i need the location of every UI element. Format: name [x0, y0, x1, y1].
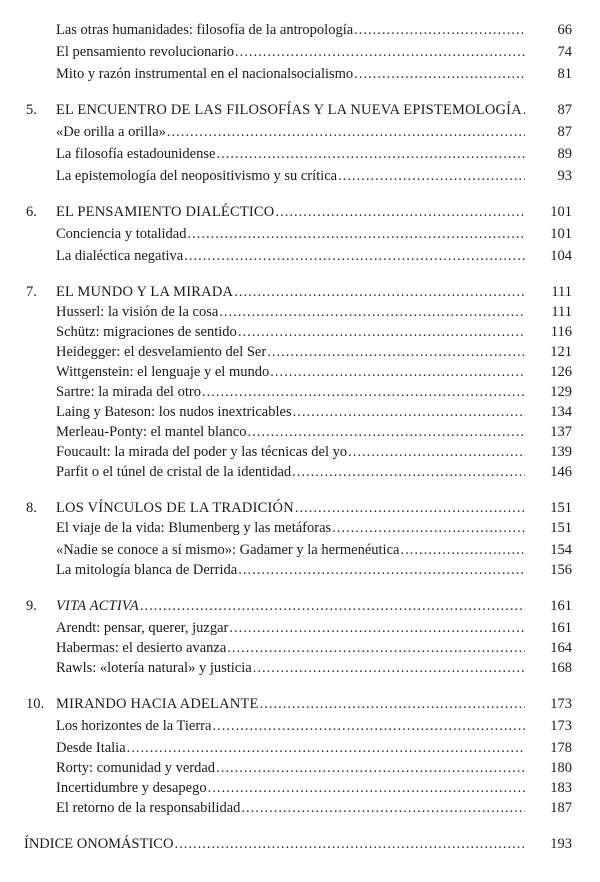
toc-section-entry	[0, 540, 600, 560]
dot-leader	[523, 100, 525, 120]
dot-leader	[238, 322, 525, 342]
entry-title: Laing y Bateson: los nudos inextricables	[56, 404, 292, 420]
page-number: 173	[550, 696, 572, 712]
entry-title-wrap	[56, 20, 526, 40]
entry-title-wrap	[24, 834, 526, 854]
toc-section-entry	[0, 638, 600, 658]
entry-title: «Nadie se conoce a sí mismo»: Gadamer y la hermenéutica	[56, 542, 400, 558]
chapter-number: 9.	[26, 598, 37, 614]
entry-title-wrap	[56, 758, 526, 778]
page-number: 178	[550, 740, 572, 756]
page-number: 87	[557, 124, 572, 140]
entry-title-wrap	[56, 322, 526, 342]
toc-section-entry	[0, 20, 600, 40]
chapter-number: 5.	[26, 102, 37, 118]
toc-section-entry	[0, 144, 600, 164]
entry-title: Habermas: el desierto avanza	[56, 640, 227, 656]
entry-title-wrap	[56, 596, 526, 616]
entry-title-wrap	[56, 638, 526, 658]
entry-title: Parfit o el túnel de cristal de la identidad	[56, 464, 292, 480]
entry-title: Husserl: la visión de la cosa	[56, 304, 219, 320]
entry-title: Incertidumbre y desapego	[56, 780, 207, 796]
entry-title-wrap	[56, 560, 526, 580]
page-number: 139	[550, 444, 572, 460]
dot-leader	[187, 224, 525, 244]
entry-title-wrap	[56, 342, 526, 362]
page-number: 161	[550, 598, 572, 614]
toc-section-entry	[0, 518, 600, 538]
toc-section-entry	[0, 302, 600, 322]
toc-section-entry	[0, 462, 600, 482]
toc-section-entry	[0, 758, 600, 778]
page-number: 101	[550, 204, 572, 220]
page-number: 173	[550, 718, 572, 734]
toc-chapter-entry	[0, 100, 600, 120]
toc-chapter-entry	[0, 694, 600, 714]
page-number: 156	[550, 562, 572, 578]
entry-title: El pensamiento revolucionario	[56, 44, 234, 60]
entry-title-wrap	[56, 518, 526, 538]
entry-title: EL PENSAMIENTO DIALÉCTICO	[56, 204, 275, 220]
page-number: 87	[557, 102, 572, 118]
toc-chapter-entry	[0, 282, 600, 302]
dot-leader	[253, 658, 525, 678]
entry-title: «De orilla a orilla»	[56, 124, 166, 140]
entry-title-wrap	[56, 442, 526, 462]
page-number: 161	[550, 620, 572, 636]
toc-section-entry	[0, 560, 600, 580]
page-number: 121	[550, 344, 572, 360]
entry-title: ÍNDICE ONOMÁSTICO	[24, 836, 174, 852]
dot-leader	[295, 498, 525, 518]
dot-leader	[202, 382, 525, 402]
entry-title: Merleau-Ponty: el mantel blanco	[56, 424, 247, 440]
entry-title: Los horizontes de la Tierra	[56, 718, 212, 734]
entry-title-wrap	[56, 64, 526, 84]
entry-title: Heidegger: el desvelamiento del Ser	[56, 344, 267, 360]
dot-leader	[354, 20, 525, 40]
page-number: 154	[550, 542, 572, 558]
toc-section-entry	[0, 42, 600, 62]
entry-title: Las otras humanidades: filosofía de la antropología	[56, 22, 354, 38]
entry-title-wrap	[56, 246, 526, 266]
toc-section-entry	[0, 658, 600, 678]
entry-title-wrap	[56, 694, 526, 714]
toc-section-entry	[0, 716, 600, 736]
page-number: 193	[550, 836, 572, 852]
entry-title: Mito y razón instrumental en el nacionalsocialismo	[56, 66, 354, 82]
entry-title-wrap	[56, 122, 526, 142]
dot-leader	[260, 694, 525, 714]
toc-section-entry	[0, 778, 600, 798]
page-number: 151	[550, 520, 572, 536]
toc-section-entry	[0, 122, 600, 142]
chapter-number: 10.	[26, 696, 45, 712]
page-number: 164	[550, 640, 572, 656]
dot-leader	[167, 122, 525, 142]
dot-leader	[174, 834, 525, 854]
entry-title: EL MUNDO Y LA MIRADA	[56, 284, 234, 300]
entry-title-wrap	[56, 716, 526, 736]
dot-leader	[332, 518, 525, 538]
entry-title-wrap	[56, 462, 526, 482]
entry-title: Sartre: la mirada del otro	[56, 384, 201, 400]
page-number: 134	[550, 404, 572, 420]
entry-title: LOS VÍNCULOS DE LA TRADICIÓN	[56, 500, 294, 516]
entry-title-wrap	[56, 738, 526, 758]
toc-chapter-entry	[0, 596, 600, 616]
toc-section-entry	[0, 166, 600, 186]
page-number: 81	[557, 66, 572, 82]
entry-title-wrap	[56, 100, 526, 120]
entry-title-wrap	[56, 618, 526, 638]
toc-section-entry	[0, 224, 600, 244]
page-number: 104	[550, 248, 572, 264]
dot-leader	[227, 638, 525, 658]
chapter-number: 7.	[26, 284, 37, 300]
dot-leader	[216, 144, 525, 164]
page-number: 89	[557, 146, 572, 162]
toc-section-entry	[0, 422, 600, 442]
entry-title-wrap	[56, 658, 526, 678]
entry-title-wrap	[56, 422, 526, 442]
entry-title-wrap	[56, 778, 526, 798]
toc-section-entry	[0, 382, 600, 402]
page-number: 116	[550, 324, 572, 340]
entry-title-wrap	[56, 42, 526, 62]
entry-title: Schütz: migraciones de sentido	[56, 324, 237, 340]
page-number: 187	[550, 800, 572, 816]
page-number: 151	[550, 500, 572, 516]
dot-leader	[229, 618, 525, 638]
entry-title-wrap	[56, 798, 526, 818]
dot-leader	[140, 596, 525, 616]
toc-section-entry	[0, 322, 600, 342]
entry-title: Desde Italia	[56, 740, 126, 756]
toc-section-entry	[0, 798, 600, 818]
entry-title-wrap	[56, 144, 526, 164]
toc-section-entry	[0, 402, 600, 422]
entry-title: MIRANDO HACIA ADELANTE	[56, 696, 259, 712]
entry-title-wrap	[56, 224, 526, 244]
dot-leader	[234, 282, 525, 302]
dot-leader	[238, 560, 525, 580]
entry-title: Arendt: pensar, querer, juzgar	[56, 620, 229, 636]
dot-leader	[270, 362, 525, 382]
dot-leader	[247, 422, 525, 442]
entry-title: Rorty: comunidad y verdad	[56, 760, 216, 776]
entry-title: Rawls: «lotería natural» y justicia	[56, 660, 252, 676]
entry-title: El retorno de la responsabilidad	[56, 800, 241, 816]
toc-section-entry	[0, 618, 600, 638]
page-number: 183	[550, 780, 572, 796]
page-number: 101	[550, 226, 572, 242]
entry-title-wrap	[56, 302, 526, 322]
toc-section-entry	[0, 342, 600, 362]
dot-leader	[354, 64, 525, 84]
page-number: 111	[551, 284, 572, 300]
page-number: 168	[550, 660, 572, 676]
page-number: 146	[550, 464, 572, 480]
chapter-number: 6.	[26, 204, 37, 220]
dot-leader	[275, 202, 525, 222]
toc-index-entry	[0, 834, 600, 854]
toc-section-entry	[0, 362, 600, 382]
entry-title-wrap	[56, 402, 526, 422]
entry-title: La dialéctica negativa	[56, 248, 184, 264]
page-number: 126	[550, 364, 572, 380]
entry-title-wrap	[56, 362, 526, 382]
toc-section-entry	[0, 738, 600, 758]
dot-leader	[208, 778, 525, 798]
dot-leader	[184, 246, 525, 266]
toc-section-entry	[0, 64, 600, 84]
page-number: 129	[550, 384, 572, 400]
dot-leader	[241, 798, 525, 818]
toc-chapter-entry	[0, 498, 600, 518]
entry-title: Wittgenstein: el lenguaje y el mundo	[56, 364, 270, 380]
entry-title: La mitología blanca de Derrida	[56, 562, 238, 578]
page-number: 74	[557, 44, 572, 60]
entry-title: La epistemología del neopositivismo y su crítica	[56, 168, 338, 184]
dot-leader	[235, 42, 525, 62]
entry-title-wrap	[56, 166, 526, 186]
page-number: 93	[557, 168, 572, 184]
entry-title-wrap	[56, 282, 526, 302]
entry-title: Conciencia y totalidad	[56, 226, 187, 242]
dot-leader	[348, 442, 525, 462]
entry-title: El viaje de la vida: Blumenberg y las metáforas	[56, 520, 332, 536]
page-number: 66	[557, 22, 572, 38]
entry-title-wrap	[56, 498, 526, 518]
chapter-number: 8.	[26, 500, 37, 516]
page-number: 180	[550, 760, 572, 776]
dot-leader	[292, 462, 525, 482]
entry-title-wrap	[56, 540, 526, 560]
entry-title-wrap	[56, 202, 526, 222]
entry-title-wrap	[56, 382, 526, 402]
dot-leader	[212, 716, 525, 736]
entry-title: VITA ACTIVA	[56, 598, 139, 614]
dot-leader	[216, 758, 525, 778]
dot-leader	[127, 738, 525, 758]
dot-leader	[267, 342, 525, 362]
entry-title: Foucault: la mirada del poder y las técnicas del yo	[56, 444, 348, 460]
entry-title: La filosofía estadounidense	[56, 146, 216, 162]
dot-leader	[219, 302, 525, 322]
dot-leader	[293, 402, 525, 422]
entry-title: EL ENCUENTRO DE LAS FILOSOFÍAS Y LA NUEVA EPISTEMOLOGÍA	[56, 102, 522, 118]
dot-leader	[400, 540, 525, 560]
toc-section-entry	[0, 442, 600, 462]
toc-chapter-entry	[0, 202, 600, 222]
page-number: 137	[550, 424, 572, 440]
dot-leader	[338, 166, 525, 186]
toc-section-entry	[0, 246, 600, 266]
page-number: 111	[551, 304, 572, 320]
